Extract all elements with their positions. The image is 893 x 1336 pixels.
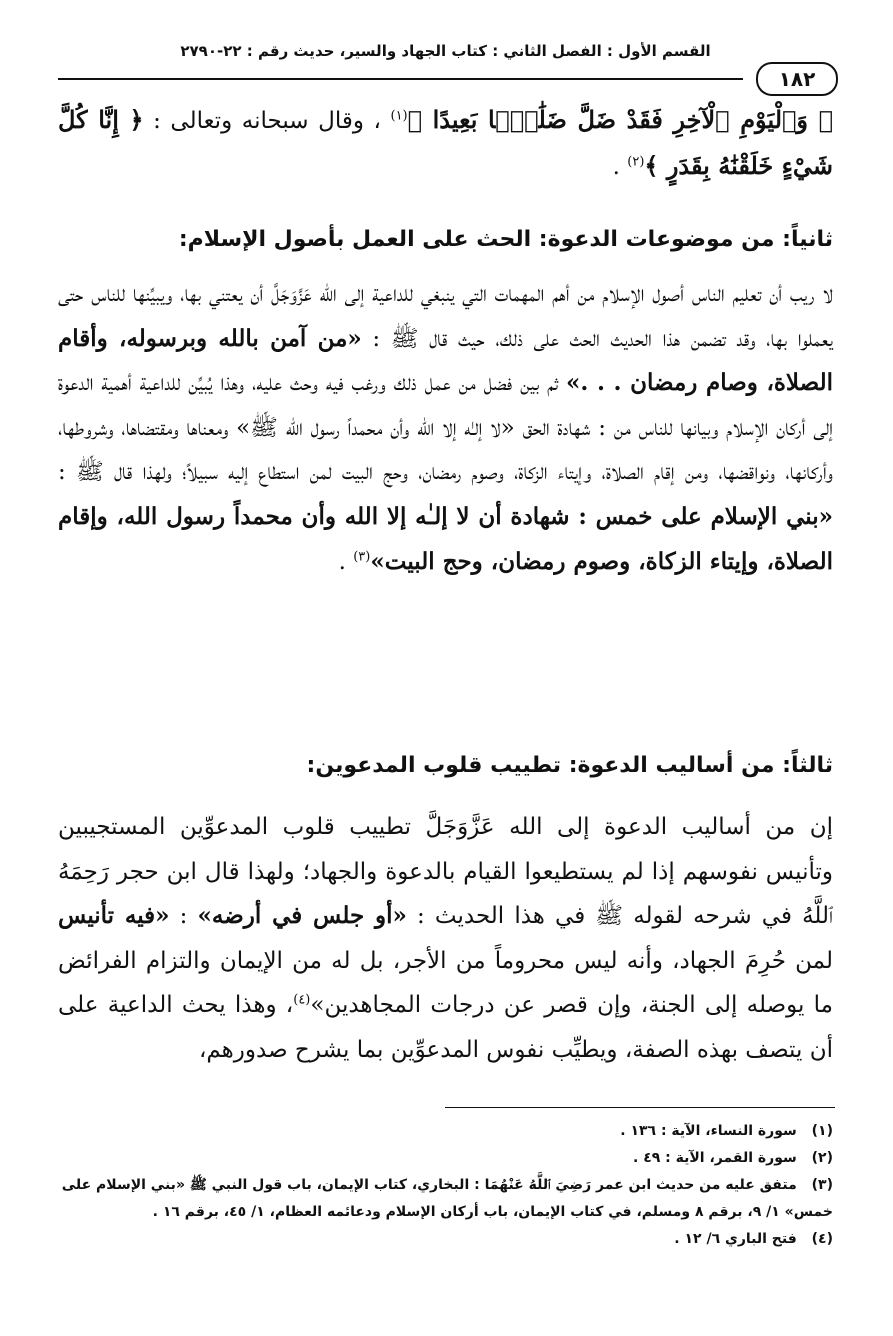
footnote-text: سورة القمر، الآية : ٤٩ . [632, 1150, 797, 1166]
section3-text-2: : [179, 903, 188, 930]
section2-end: . [338, 548, 354, 575]
intro-connector: ، وقال سبحانه وتعالى : [153, 108, 381, 134]
footnote-divider [445, 1107, 835, 1108]
footnote-item [58, 1118, 833, 1145]
footnote-number: (٣) [811, 1177, 833, 1193]
section2-text-1: لا ريب أن تعليم الناس أصول الإسلام من أهم المهمات التي ينبغي للداعية إلى الله عَزَّوَجَلَّ أن يعتني بها، ويبيِّنها للناس حتى يعملوا بها، وقد تضمن هذا الحديث الحث على ذلك، حيث قال ﷺ : [58, 281, 833, 352]
footnote-item [58, 1145, 833, 1172]
footnote-text: متفق عليه من حديث ابن عمر رَضِيَ ٱللَّهُ عَنْهُمَا : البخاري، كتاب الإيمان، باب قول النبي ﷺ «بني الإسلام على خمس» ١/ ٩، برقم ٨ ومسلم، في كتاب الإيمان، باب أركان الإسلام ودعائمه العظام، ١/ ٤٥، برقم ١٦ . [61, 1177, 833, 1220]
footnote-ref-1[interactable]: (١) [390, 108, 408, 124]
section3-text-1: إن من أساليب الدعوة إلى الله عَزَّوَجَلَّ تطييب قلوب المدعوِّين المستجيبين وتأنيس نفوسهم إذا لم يستطيعوا القيام بالدعوة والجهاد؛ ولهذا قال ابن حجر رَحِمَهُ ٱللَّهُ في شرحه لقوله ﷺ في هذا الحديث : [58, 814, 834, 930]
footnotes-list [58, 1118, 833, 1253]
section3-paragraph [58, 805, 833, 1073]
footnote-ref-3[interactable]: (٣) [353, 548, 371, 564]
footnote-number: (٢) [811, 1150, 833, 1166]
intro-end: . [612, 153, 628, 180]
quran-verse-2: ﴿ إِنَّا كُلَّ شَيْءٍ خَلَقْنَٰهُ بِقَدَرٍ ﴾ [58, 105, 833, 180]
hadith-quote-1: «من آمن بالله وبرسوله، وأقام الصلاة، وصام رمضان . . .» [58, 324, 834, 397]
header-divider [58, 78, 743, 80]
footnote-text: فتح الباري ٦/ ١٢ . [674, 1231, 797, 1247]
footnote-item [58, 1172, 833, 1226]
section-heading-3: ثالثاً: من أساليب الدعوة: تطييب قلوب المدعوين: [306, 753, 833, 778]
footnote-number: (٤) [811, 1231, 833, 1247]
footnote-ref-2[interactable]: (٢) [627, 153, 645, 169]
section2-text-2: ثم بين فضل من عمل ذلك ورغب فيه وحث عليه، وهذا يُبيِّن للداعية أهمية الدعوة إلى أركان الإسلام وبيانها للناس من : شهادة الحق «لا إلـٰه إلا الله وأن محمداً رسول الله ﷺ» ومعناها ومقتضاها، وشروطها، وأركانها، ونواقضها، ومن إقام الصلاة، وإيتاء الزكاة، وصوم رمضان، وحج البيت لمن استطاع إليه سبيلاً؛ ولهذا قال ﷺ : [58, 370, 833, 486]
section2-paragraph [58, 272, 833, 584]
hadith-quote-2: «بني الإسلام على خمس : شهادة أن لا إلـٰه إلا الله وأن محمداً رسول الله، وإقام الصلاة، وإيتاء الزكاة، وصوم رمضان، وحج البيت» [58, 502, 833, 575]
page-number-badge: ١٨٢ [756, 62, 838, 96]
footnote-text: سورة النساء، الآية : ١٣٦ . [620, 1123, 797, 1139]
footnote-ref-4[interactable]: (٤) [293, 992, 311, 1008]
footnote-item [58, 1226, 833, 1253]
commentary-quote-start: «فيه تأنيس [58, 902, 170, 930]
hadith-quote-3: «أو جلس في أرضه» [197, 902, 407, 930]
footnote-number: (١) [811, 1123, 833, 1139]
section-heading-2: ثانياً: من موضوعات الدعوة: الحث على العمل بأصول الإسلام: [178, 227, 833, 252]
running-header: القسم الأول : الفصل الثاني : كتاب الجهاد والسير، حديث رقم : ٢٢-٢٧٩٠ [180, 42, 711, 60]
intro-paragraph [58, 98, 833, 189]
quran-verse-1: ﴿ وَٱلْيَوْمِ ٱلْآخِرِ فَقَدْ ضَلَّ ضَلَٰلًۢا بَعِيدًا ﴾ [407, 105, 834, 134]
section3-text-4: ، وهذا يحث الداعية على أن يتصف بهذه الصفة، ويطيِّب نفوس المدعوِّين بما يشرح صدورهم، [58, 992, 833, 1063]
section3-text-3: لمن حُرِمَ الجهاد، وأنه ليس محروماً من الأجر، بل له من الإيمان والتزام الفرائض ما يوصله إلى الجنة، وإن قصر عن درجات المجاهدين» [58, 947, 833, 1019]
